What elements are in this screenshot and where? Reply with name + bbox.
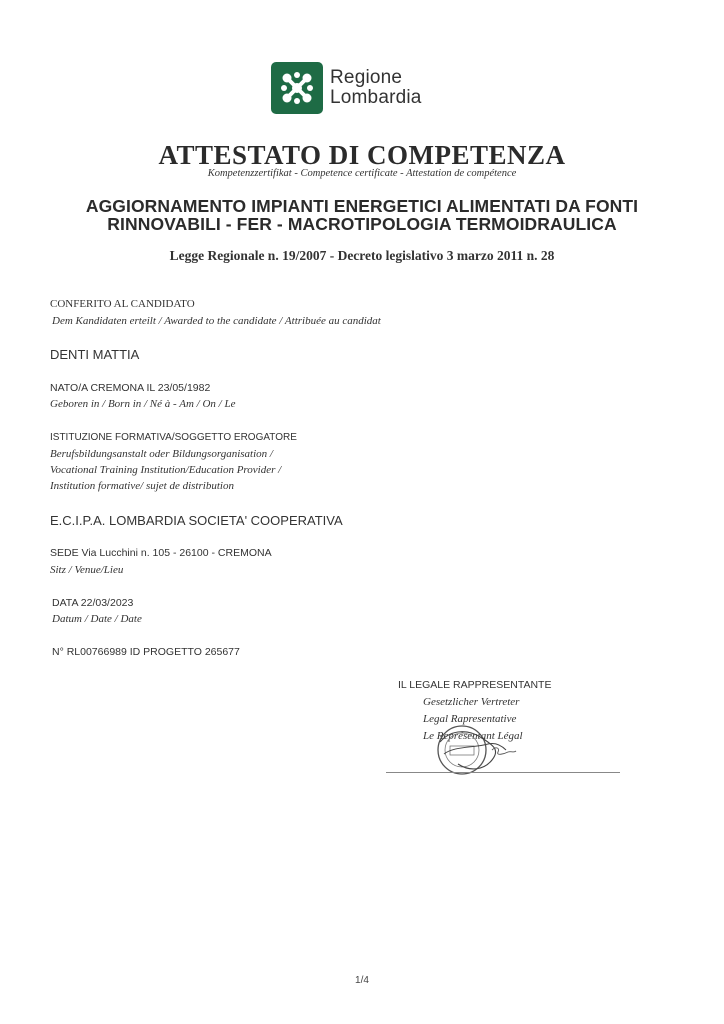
date-info: DATA 22/03/2023 (52, 597, 134, 609)
birth-info: NATO/A CREMONA IL 23/05/1982 (50, 382, 211, 394)
signature-translation-1: Gesetzlicher Vertreter (423, 696, 520, 708)
logo-text (330, 68, 422, 108)
date-translations: Datum / Date / Date (52, 613, 142, 625)
conferito-label: CONFERITO AL CANDIDATO (50, 298, 195, 310)
logo-line-2: Lombardia (330, 87, 422, 108)
certificate-title: ATTESTATO DI COMPETENZA (158, 140, 566, 170)
institution-name: E.C.I.P.A. LOMBARDIA SOCIETA' COOPERATIVA (50, 513, 343, 528)
logo-line-1: Regione (330, 67, 403, 88)
birth-translations: Geboren in / Born in / Né à - Am / On / Le (50, 398, 236, 410)
institution-translation-3: Institution formative/ sujet de distribution (50, 480, 234, 492)
conferito-translations: Dem Kandidaten erteilt / Awarded to the candidate / Attribuée au candidat (52, 315, 381, 327)
signature-line (386, 772, 620, 773)
certificate-subtitle: Kompetenzzertifikat - Competence certificate - Attestation de compétence (207, 168, 517, 179)
candidate-name: DENTI MATTIA (50, 347, 140, 362)
institution-translation-2: Vocational Training Institution/Education Provider / (50, 464, 282, 476)
regione-lombardia-logo (271, 61, 422, 115)
signature-label: IL LEGALE RAPPRESENTANTE (398, 679, 552, 691)
institution-label: ISTITUZIONE FORMATIVA/SOGGETTO EROGATORE (50, 432, 297, 443)
course-title-line-1: AGGIORNAMENTO IMPIANTI ENERGETICI ALIMENTATI DA FONTI (85, 196, 639, 216)
rosa-camuna-icon (271, 62, 323, 114)
certificate-id: N° RL00766989 ID PROGETTO 265677 (52, 646, 240, 658)
legal-reference: Legge Regionale n. 19/2007 - Decreto legislativo 3 marzo 2011 n. 28 (169, 248, 555, 263)
sede-info: SEDE Via Lucchini n. 105 - 26100 - CREMONA (50, 547, 272, 559)
course-title-line-2: RINNOVABILI - FER - MACROTIPOLOGIA TERMOIDRAULICA (107, 214, 617, 234)
signature-translation-2: Legal Rapresentative (423, 713, 517, 725)
institution-translation-1: Berufsbildungsanstalt oder Bildungsorganisation / (50, 448, 273, 460)
page-number: 1/4 (355, 975, 369, 986)
signature-translation-3: Le Représentant Légal (423, 730, 523, 742)
sede-translations: Sitz / Venue/Lieu (50, 564, 124, 576)
official-stamp-signature (430, 720, 540, 780)
